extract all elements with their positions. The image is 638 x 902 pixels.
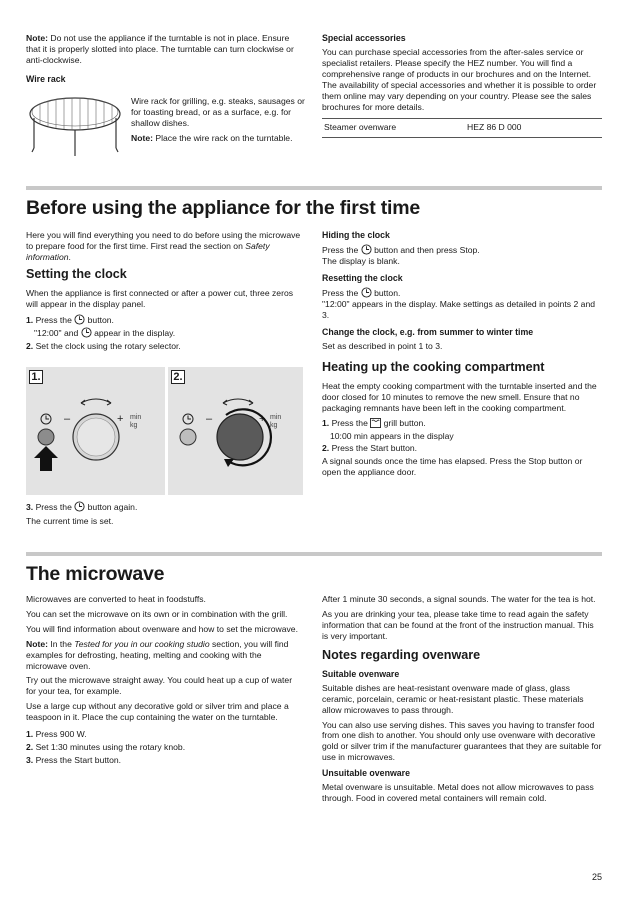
plus-label: + bbox=[259, 413, 266, 425]
turntable-note: Note: Do not use the appliance if the turntable is not in place. Ensure that it is properly slotted into place. The turntable can turn clockwise or anti-clockwise. bbox=[26, 33, 294, 65]
microwave-note: Note: In the Tested for you in our cooking studio section, you will find examples for defrosting, heating, melting and cooking with the microwave oven. bbox=[26, 638, 289, 671]
heating-result: A signal sounds once the time has elapsed. Press the Stop button or open the appliance door. bbox=[322, 456, 583, 478]
unsuitable-ovenware-text: Metal ovenware is unsuitable. Metal does not allow microwaves to pass through. Food in covered metal containers will remain cold. bbox=[322, 782, 594, 804]
setting-clock-step-3: 3. Press the button again. bbox=[26, 502, 138, 512]
notes-ovenware-heading: Notes regarding ovenware bbox=[322, 647, 481, 662]
suitable-ovenware-p2: You can also use serving dishes. This saves you having to transfer food from one dish to another. You should only use ovenware with decorative gold or silver trim if the manufacturer guarantees that they are suitable for use in microwaves. bbox=[322, 719, 602, 763]
panel-number-1: 1. bbox=[29, 370, 43, 384]
heating-heading: Heating up the cooking compartment bbox=[322, 359, 545, 374]
wire-rack-heading: Wire rack bbox=[26, 73, 66, 84]
suitable-ovenware-heading: Suitable ovenware bbox=[322, 668, 400, 679]
clock-icon bbox=[74, 501, 85, 512]
control-panel-illustration-2 bbox=[168, 367, 303, 495]
microwave-p3: You will find information about ovenware and how to set the microwave. bbox=[26, 623, 298, 634]
clock-icon bbox=[361, 244, 372, 255]
wire-rack-illustration bbox=[28, 92, 123, 158]
right-column-section1 bbox=[322, 230, 602, 482]
clock-set-result: The current time is set. bbox=[26, 515, 114, 526]
section-divider bbox=[26, 552, 602, 556]
microwave-step-2: 2. Set 1:30 minutes using the rotary knob. bbox=[26, 741, 186, 752]
accessory-code: HEZ 86 D 000 bbox=[467, 121, 522, 132]
microwave-p5: Try out the microwave straight away. You could heat up a cup of water for your tea, for example. bbox=[26, 675, 293, 697]
control-panel-illustration-1 bbox=[26, 367, 165, 495]
section-divider bbox=[26, 186, 602, 190]
left-column-section2 bbox=[26, 594, 304, 768]
setting-clock-step-2: 2. Set the clock using the rotary selector. bbox=[26, 341, 181, 352]
min-label: min bbox=[130, 414, 142, 421]
microwave-p6: Use a large cup without any decorative gold or silver trim and place a teaspoon in it. Place the cup containing the water on the turntable. bbox=[26, 701, 289, 723]
suitable-ovenware-p1: Suitable dishes are heat-resistant ovenware made of glass, glass ceramic, porcelain, ceramic or heat-resistant plastic. These materials allow microwaves to pass through. bbox=[322, 682, 584, 715]
microwave-r1: After 1 minute 30 seconds, a signal sounds. The water for the tea is hot. bbox=[322, 594, 596, 604]
left-column-section1-end bbox=[26, 501, 304, 531]
heating-step-1-result: 10:00 min appears in the display bbox=[330, 430, 454, 441]
heating-step-1: 1. Press the grill button. bbox=[322, 417, 426, 428]
special-accessories-text: You can purchase special accessories from the after-sales service or specialist retailers. Please specify the HEZ number. You will find a comprehensive range of products in our brochures and on the Internet. The availability of special accessories and whether it is possible to order them online may vary depending on your country. Please see the sales brochures for more details. bbox=[322, 47, 597, 112]
hiding-clock-text: Press the button and then press Stop. The display is blank. bbox=[322, 245, 480, 267]
minus-label: – bbox=[206, 413, 213, 425]
kg-label: kg bbox=[270, 422, 278, 429]
section-title-first-time: Before using the appliance for the first time bbox=[26, 197, 421, 219]
intro-text: Here you will find everything you need to do before using the microwave to prepare food for the first time. First read the section on Safety information. bbox=[26, 230, 301, 262]
right-column-section2 bbox=[322, 594, 602, 808]
accessory-item: Steamer ovenware bbox=[324, 121, 397, 132]
unsuitable-ovenware-heading: Unsuitable ovenware bbox=[322, 768, 410, 779]
resetting-clock-heading: Resetting the clock bbox=[322, 272, 403, 283]
control-panel-1-drawing bbox=[26, 367, 165, 495]
setting-clock-text: When the appliance is first connected or after a power cut, three zeros will appear in the display panel. bbox=[26, 287, 294, 309]
microwave-p1: Microwaves are converted to heat in foodstuffs. bbox=[26, 594, 206, 604]
setting-clock-step-1-result: "12:00" and appear in the display. bbox=[34, 328, 176, 339]
page-number: 25 bbox=[591, 872, 602, 882]
minus-label: – bbox=[64, 413, 71, 425]
setting-clock-step-1: 1. Press the button. bbox=[26, 314, 114, 325]
special-accessories-heading: Special accessories bbox=[322, 33, 406, 43]
wire-rack-text bbox=[131, 96, 309, 148]
hiding-clock-heading: Hiding the clock bbox=[322, 230, 390, 240]
top-left-column bbox=[26, 33, 304, 88]
grill-icon bbox=[370, 418, 381, 428]
heating-text: Heat the empty cooking compartment with the turntable inserted and the door closed for 10 minutes to remove the new smell. Ensure that no packaging remnants have been left in the cooking compartment. bbox=[322, 380, 597, 413]
setting-clock-heading: Setting the clock bbox=[26, 266, 127, 281]
resetting-clock-text: Press the button. "12:00" appears in the display. Make settings as detailed in points 2 and 3. bbox=[322, 288, 595, 320]
control-panel-2-drawing bbox=[168, 367, 303, 495]
microwave-step-1: 1. Press 900 W. bbox=[26, 729, 87, 740]
wire-rack-note: Note: Place the wire rack on the turntable. bbox=[131, 132, 293, 143]
top-right-column bbox=[322, 33, 602, 138]
accessories-table-row bbox=[322, 118, 602, 138]
wire-rack-description: Wire rack for grilling, e.g. steaks, sausages or for toasting bread, or as a surface, e.g. for shallow dishes. bbox=[131, 96, 305, 128]
microwave-r2: As you are drinking your tea, please take time to read again the safety information that can be found at the front of the instruction manual. This is very important. bbox=[322, 608, 594, 641]
section-title-microwave: The microwave bbox=[26, 563, 165, 585]
min-label: min bbox=[270, 414, 282, 421]
change-clock-heading: Change the clock, e.g. from summer to winter time bbox=[322, 326, 534, 337]
change-clock-text: Set as described in point 1 to 3. bbox=[322, 341, 443, 352]
microwave-p2: You can set the microwave on its own or in combination with the grill. bbox=[26, 608, 288, 619]
left-column-section1 bbox=[26, 230, 304, 354]
clock-icon bbox=[361, 287, 372, 298]
clock-icon bbox=[74, 314, 85, 325]
microwave-step-3: 3. Press the Start button. bbox=[26, 754, 122, 765]
panel-number-2: 2. bbox=[171, 370, 185, 384]
plus-label: + bbox=[117, 413, 124, 425]
clock-icon bbox=[81, 327, 92, 338]
kg-label: kg bbox=[130, 422, 138, 429]
heating-step-2: 2. Press the Start button. bbox=[322, 443, 418, 454]
